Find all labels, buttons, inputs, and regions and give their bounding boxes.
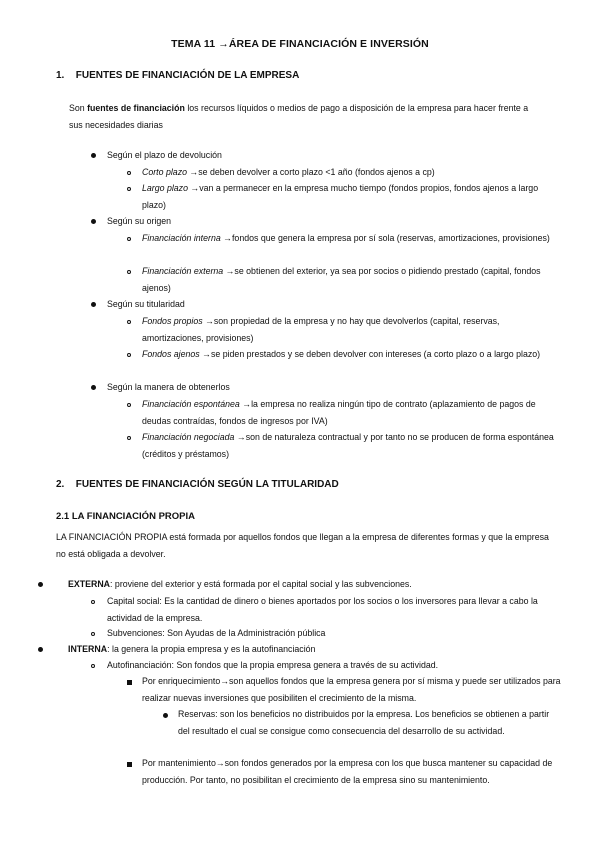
item-enriquecimiento: Por enriquecimiento→son aquellos fondos que la empresa genera por sí misma y puede ser utilizados para realizar nuevas inversiones que posibiliten el crecimiento de la misma.: [142, 676, 561, 703]
bullet-icon: [163, 713, 168, 718]
group-manera-label: Según la manera de obtenerlos: [107, 382, 230, 392]
intro-text-end: los recursos líquidos o medios de pago a disposición de la empresa para hacer frente a sus necesidades diarias: [69, 103, 529, 130]
group-origen-label: Según su origen: [107, 216, 172, 226]
term-financiacion-interna: Financiación interna →: [142, 233, 232, 243]
circle-bullet-icon: [91, 632, 95, 636]
section-2-heading: [56, 479, 339, 490]
item-externa: [68, 576, 412, 593]
circle-bullet-icon: [127, 187, 131, 191]
bullet-icon: [91, 219, 96, 224]
term-largo-plazo: Largo plazo →: [142, 183, 200, 193]
desc-financiacion-externa: se obtienen del exterior, ya sea por socios o pidiendo prestado (capital, fondos ajenos): [142, 266, 541, 293]
square-bullet-icon: [127, 762, 132, 767]
term-externa: EXTERNA: [68, 579, 111, 589]
desc-fondos-ajenos: se piden prestados y se deben devolver con intereses (a corto plazo o a largo plazo): [210, 349, 541, 359]
term-fondos-propios: Fondos propios →: [142, 316, 214, 326]
item-interna: [68, 641, 315, 658]
group-titularidad-label: Según su titularidad: [107, 299, 185, 309]
circle-bullet-icon: [127, 237, 131, 241]
term-financiacion-negociada: Financiación negociada →: [142, 432, 246, 442]
circle-bullet-icon: [127, 436, 131, 440]
item-financiacion-externa: [142, 263, 562, 296]
item-capital-social: Capital social: Es la cantidad de dinero o bienes aportados por los socios o los inversores para llevar a cabo la actividad de la empresa.: [107, 596, 538, 623]
bullet-icon: [38, 582, 43, 587]
item-fondos-ajenos: [142, 346, 562, 363]
section-2-number: 2.: [56, 479, 65, 490]
item-reservas: Reservas: son los beneficios no distribuidos por la empresa. Los beneficios se obtienen a partir del resultado el cual se consigue como consecuencia del desarrollo de su actividad.: [178, 709, 550, 736]
item-financiacion-interna: [142, 230, 562, 247]
document-title: TEMA 11 →ÁREA DE FINANCIACIÓN E INVERSIÓN: [171, 38, 429, 50]
circle-bullet-icon: [127, 270, 131, 274]
bullet-icon: [91, 153, 96, 158]
section-1-title: FUENTES DE FINANCIACIÓN DE LA EMPRESA: [75, 70, 300, 81]
square-bullet-icon: [127, 680, 132, 685]
desc-fondos-propios: son propiedad de la empresa y no hay que devolverlos (capital, reservas, amortizaciones, provisiones): [142, 316, 500, 343]
desc-externa: : proviene del exterior y está formada por el capital social y las subvenciones.: [110, 579, 412, 589]
item-subvenciones: Subvenciones: Son Ayudas de la Administración pública: [107, 628, 326, 638]
item-mantenimiento: Por mantenimiento→son fondos generados por la empresa con los que busca mantener su capacidad de producción. Por tanto, no posibilitan el crecimiento de la empresa sino su mantenimiento.: [142, 758, 553, 785]
desc-largo-plazo: van a permanecer en la empresa mucho tiempo (fondos propios, fondos ajenos a largo plazo): [142, 183, 539, 210]
item-financiacion-espontanea: [142, 396, 562, 429]
term-corto-plazo: Corto plazo →: [142, 167, 199, 177]
bullet-icon: [91, 385, 96, 390]
desc-financiacion-interna: fondos que genera la empresa por sí sola (reservas, amortizaciones, provisiones): [231, 233, 550, 243]
section-1-heading: [56, 70, 299, 81]
subsection-2-1-heading: 2.1 LA FINANCIACIÓN PROPIA: [56, 511, 195, 522]
intro-bold-term: fuentes de financiación: [87, 103, 185, 113]
item-autofinanciacion: Autofinanciación: Son fondos que la propia empresa genera a través de su actividad.: [107, 660, 439, 670]
section-1-number: 1.: [56, 70, 65, 81]
desc-corto-plazo: se deben devolver a corto plazo <1 año (fondos ajenos a cp): [198, 167, 435, 177]
bullet-icon: [38, 647, 43, 652]
item-largo-plazo: [142, 180, 562, 213]
group-plazo-label: Según el plazo de devolución: [107, 150, 222, 160]
term-financiacion-espontanea: Financiación espontánea →: [142, 399, 252, 409]
circle-bullet-icon: [127, 320, 131, 324]
item-fondos-propios: [142, 313, 562, 346]
item-financiacion-negociada: [142, 429, 562, 462]
desc-financiacion-espontanea: la empresa no realiza ningún tipo de contrato (aplazamiento de pagos de deudas contraídas, fondos de ingresos por IVA): [142, 399, 536, 426]
term-interna: INTERNA: [68, 644, 108, 654]
bullet-icon: [91, 302, 96, 307]
circle-bullet-icon: [127, 353, 131, 357]
term-financiacion-externa: Financiación externa →: [142, 266, 235, 276]
desc-financiacion-negociada: son de naturaleza contractual y por tanto no se producen de forma espontánea (créditos y préstamos): [142, 432, 554, 459]
circle-bullet-icon: [91, 600, 95, 604]
intro-text-start: Son: [69, 103, 88, 113]
section-2-title: FUENTES DE FINANCIACIÓN SEGÚN LA TITULARIDAD: [75, 479, 339, 490]
financiacion-propia-intro: LA FINANCIACIÓN PROPIA está formada por aquellos fondos que llegan a la empresa de diferentes formas y que la empresa no está obligada a devolver.: [56, 532, 549, 559]
circle-bullet-icon: [91, 664, 95, 668]
section-1-intro: [69, 100, 539, 133]
circle-bullet-icon: [127, 171, 131, 175]
desc-interna: : la genera la propia empresa y es la autofinanciación: [107, 644, 316, 654]
term-fondos-ajenos: Fondos ajenos →: [142, 349, 211, 359]
circle-bullet-icon: [127, 403, 131, 407]
item-corto-plazo: [142, 164, 562, 181]
